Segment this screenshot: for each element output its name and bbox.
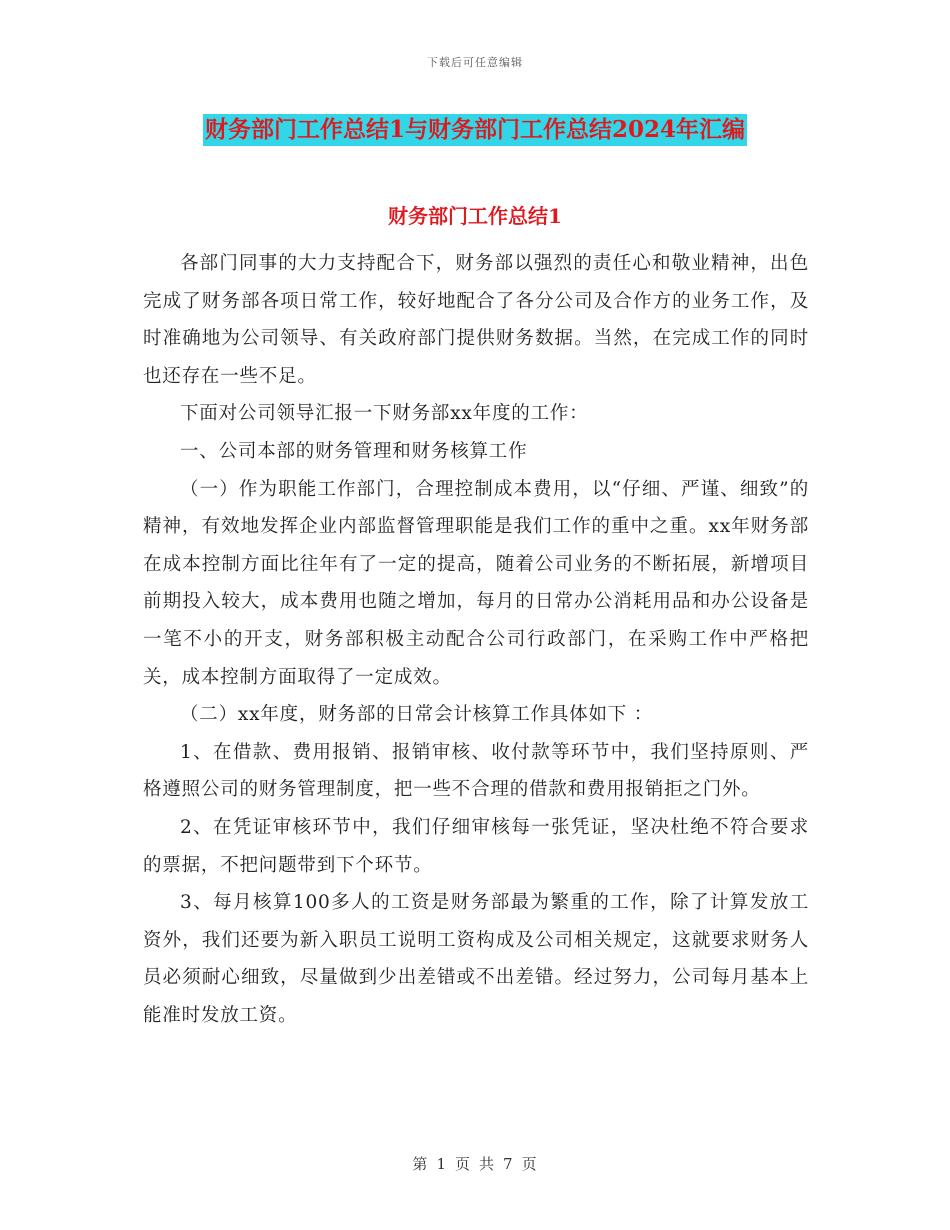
page-footer (0, 1153, 950, 1174)
page-header-note: 下载后可任意编辑 (427, 56, 523, 69)
footer-label-total: 共 (479, 1155, 496, 1173)
paragraph: 1、在借款、费用报销、报销审核、收付款等环节中，我们坚持原则、严格遵照公司的财务管理制度，把一些不合理的借款和费用报销拒之门外。 (143, 741, 809, 801)
paragraph: 一、公司本部的财务管理和财务核算工作 (180, 440, 528, 462)
document-title-container (0, 114, 950, 146)
document-title: 财务部门工作总结1与财务部门工作总结2024年汇编 (203, 114, 747, 146)
footer-label-page: 第 (412, 1155, 429, 1173)
paragraph: （二）xx年度，财务部的日常会计核算工作具体如下 ： (180, 704, 654, 726)
footer-label-pages: 页 (521, 1155, 538, 1173)
total-pages: 7 (503, 1155, 514, 1173)
page-number: 1 (436, 1155, 447, 1173)
paragraph: 下面对公司领导汇报一下财务部xx年度的工作： (180, 403, 589, 425)
paragraph: 2、在凭证审核环节中，我们仔细审核每一张凭证，坚决杜绝不符合要求的票据，不把问题带到下个环节。 (143, 816, 809, 876)
document-body (143, 245, 809, 1034)
footer-label-of: 页 (454, 1155, 471, 1173)
paragraph: 3、每月核算100多人的工资是财务部最为繁重的工作，除了计算发放工资外，我们还要为新入职员工说明工资构成及公司相关规定，这就要求财务人员必须耐心细致，尽量做到少出差错或不出差错。经过努力，公司每月基本上能准时发放工资。 (143, 892, 809, 1026)
section-title: 财务部门工作总结1 (388, 204, 562, 228)
paragraph: 各部门同事的大力支持配合下，财务部以强烈的责任心和敬业精神，出色完成了财务部各项日常工作，较好地配合了各分公司及合作方的业务工作，及时准确地为公司领导、有关政府部门提供财务数据。当然，在完成工作的同时也还存在一些不足。 (143, 253, 809, 387)
paragraph: （一）作为职能工作部门，合理控制成本费用，以“仔细、严谨、细致”的精神，有效地发挥企业内部监督管理职能是我们工作的重中之重。xx年财务部在成本控制方面比往年有了一定的提高，随着公司业务的不断拓展，新增项目前期投入较大，成本费用也随之增加，每月的日常办公消耗用品和办公设备是一笔不小的开支，财务部积极主动配合公司行政部门，在采购工作中严格把关，成本控制方面取得了一定成效。 (143, 478, 809, 688)
